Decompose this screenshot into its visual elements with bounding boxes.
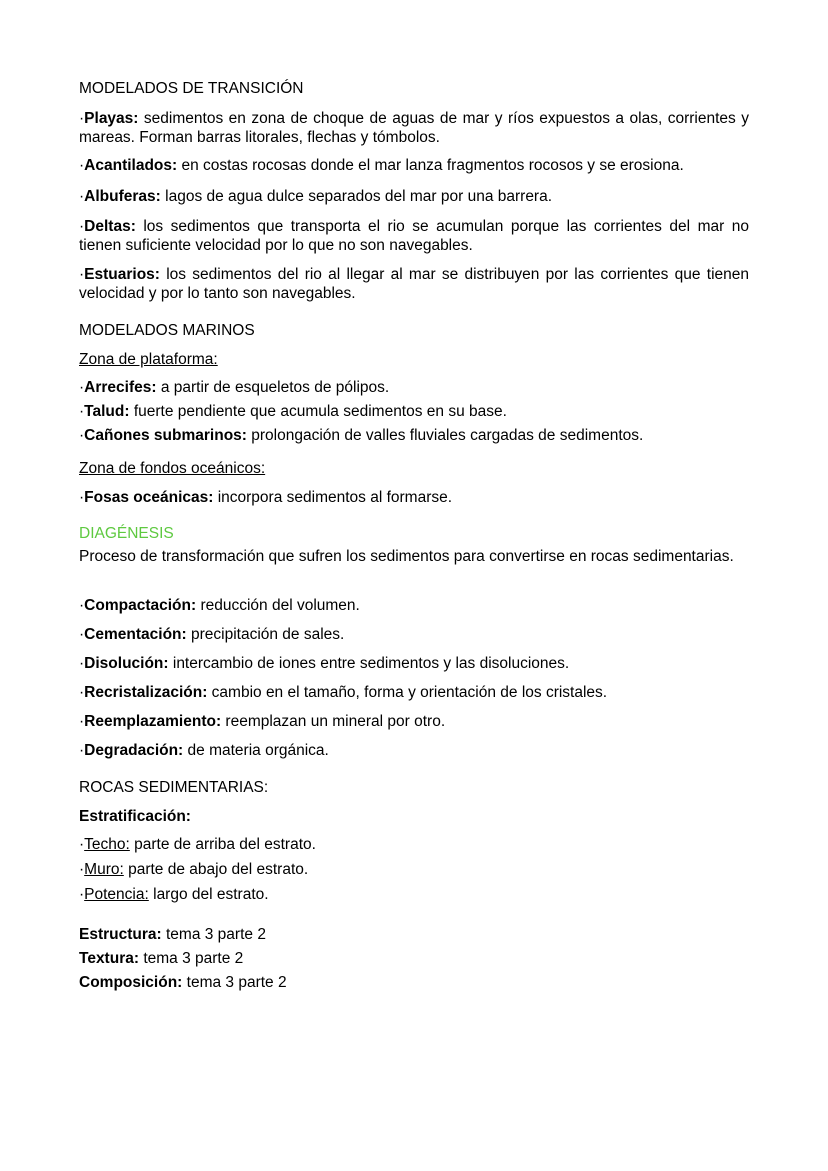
item-muro: ·Muro: parte de abajo del estrato. <box>79 861 309 878</box>
definition: de materia orgánica. <box>183 742 329 759</box>
section-heading-marinos: MODELADOS MARINOS <box>79 322 255 339</box>
definition: fuerte pendiente que acumula sedimentos en su base. <box>129 403 507 420</box>
term: Potencia: <box>84 886 149 903</box>
term: Cañones submarinos: <box>84 427 247 444</box>
term: Acantilados: <box>84 157 178 174</box>
term: Techo: <box>84 836 130 853</box>
section-heading-rocas: ROCAS SEDIMENTARIAS: <box>79 779 269 796</box>
definition: cambio en el tamaño, forma y orientación de los cristales. <box>207 684 608 701</box>
item-composicion <box>79 973 749 992</box>
item-estructura <box>79 925 749 944</box>
item-fosas: ·Fosas oceánicas: incorpora sedimentos al formarse. <box>79 489 453 506</box>
term: Recristalización: <box>84 684 208 701</box>
subheading-fondos <box>79 459 749 478</box>
definition: reemplazan un mineral por otro. <box>221 713 446 730</box>
item-albuferas: ·Albuferas: lagos de agua dulce separados del mar por una barrera. <box>79 188 553 205</box>
subheading-text: Zona de fondos oceánicos: <box>79 460 266 477</box>
term: Albuferas: <box>84 188 161 205</box>
estratificacion-title <box>79 807 749 826</box>
subheading-text: Zona de plataforma: <box>79 351 218 368</box>
diagenesis-intro: Proceso de transformación que sufren los sedimentos para convertirse en rocas sedimentarias. <box>79 548 734 565</box>
definition: tema 3 parte 2 <box>161 926 266 943</box>
term: Fosas oceánicas: <box>84 489 214 506</box>
definition: parte de arriba del estrato. <box>129 836 316 853</box>
term: Compactación: <box>84 597 197 614</box>
definition: reducción del volumen. <box>196 597 360 614</box>
term: Disolución: <box>84 655 169 672</box>
definition: precipitación de sales. <box>186 626 345 643</box>
item-estuarios: ·Estuarios: los sedimentos del rio al llegar al mar se distribuyen por las corrientes que tienen velocidad y por lo tanto son navegables. <box>79 266 749 302</box>
item-reemplazamiento: ·Reemplazamiento: reemplazan un mineral por otro. <box>79 713 446 730</box>
term: Textura: <box>79 950 140 967</box>
item-compactacion: ·Compactación: reducción del volumen. <box>79 597 360 614</box>
definition: prolongación de valles fluviales cargadas de sedimentos. <box>246 427 644 444</box>
definition: los sedimentos del rio al llegar al mar se distribuyen por las corrientes que tienen velocidad y por lo tanto son navegables. <box>79 266 749 302</box>
term: Arrecifes: <box>84 379 157 396</box>
definition: los sedimentos que transporta el rio se acumulan porque las corrientes del mar no tienen suficiente velocidad por lo que no son navegables. <box>79 218 749 254</box>
term: Cementación: <box>84 626 187 643</box>
definition: tema 3 parte 2 <box>182 974 287 991</box>
item-recristalizacion: ·Recristalización: cambio en el tamaño, forma y orientación de los cristales. <box>79 684 608 701</box>
subheading-plataforma <box>79 350 749 369</box>
definition: a partir de esqueletos de pólipos. <box>156 379 390 396</box>
definition: en costas rocosas donde el mar lanza fragmentos rocosos y se erosiona. <box>177 157 684 174</box>
definition: tema 3 parte 2 <box>139 950 244 967</box>
section-heading-diagenesis: DIAGÉNESIS <box>79 525 174 542</box>
item-potencia: ·Potencia: largo del estrato. <box>79 886 269 903</box>
definition: largo del estrato. <box>148 886 269 903</box>
term: Degradación: <box>84 742 184 759</box>
term: Playas: <box>84 110 139 127</box>
term: Muro: <box>84 861 124 878</box>
term: Estructura: <box>79 926 162 943</box>
section-heading-transicion: MODELADOS DE TRANSICIÓN <box>79 80 304 97</box>
item-acantilados: ·Acantilados: en costas rocosas donde el mar lanza fragmentos rocosos y se erosiona. <box>79 157 684 174</box>
term: Talud: <box>84 403 130 420</box>
item-deltas: ·Deltas: los sedimentos que transporta el rio se acumulan porque las corrientes del mar no tienen suficiente velocidad por lo que no son navegables. <box>79 218 749 254</box>
item-techo: ·Techo: parte de arriba del estrato. <box>79 836 316 853</box>
item-cementacion: ·Cementación: precipitación de sales. <box>79 626 345 643</box>
definition: intercambio de iones entre sedimentos y las disoluciones. <box>168 655 570 672</box>
definition: lagos de agua dulce separados del mar por una barrera. <box>160 188 553 205</box>
definition: parte de abajo del estrato. <box>123 861 309 878</box>
item-canones: ·Cañones submarinos: prolongación de valles fluviales cargadas de sedimentos. <box>79 427 644 444</box>
definition: incorpora sedimentos al formarse. <box>213 489 453 506</box>
item-arrecifes: ·Arrecifes: a partir de esqueletos de pólipos. <box>79 379 390 396</box>
item-textura <box>79 949 749 968</box>
definition: sedimentos en zona de choque de aguas de mar y ríos expuestos a olas, corrientes y mareas. Forman barras litorales, flechas y tómbolos. <box>79 110 749 146</box>
estratificacion-title-text: Estratificación: <box>79 808 191 825</box>
term: Reemplazamiento: <box>84 713 222 730</box>
term: Estuarios: <box>84 266 160 283</box>
item-playas: ·Playas: sedimentos en zona de choque de aguas de mar y ríos expuestos a olas, corrientes y mareas. Forman barras litorales, flechas y tómbolos. <box>79 110 749 146</box>
item-talud: ·Talud: fuerte pendiente que acumula sedimentos en su base. <box>79 403 507 420</box>
term: Deltas: <box>84 218 136 235</box>
item-degradacion: ·Degradación: de materia orgánica. <box>79 742 329 759</box>
term: Composición: <box>79 974 183 991</box>
item-disolucion: ·Disolución: intercambio de iones entre sedimentos y las disoluciones. <box>79 655 570 672</box>
